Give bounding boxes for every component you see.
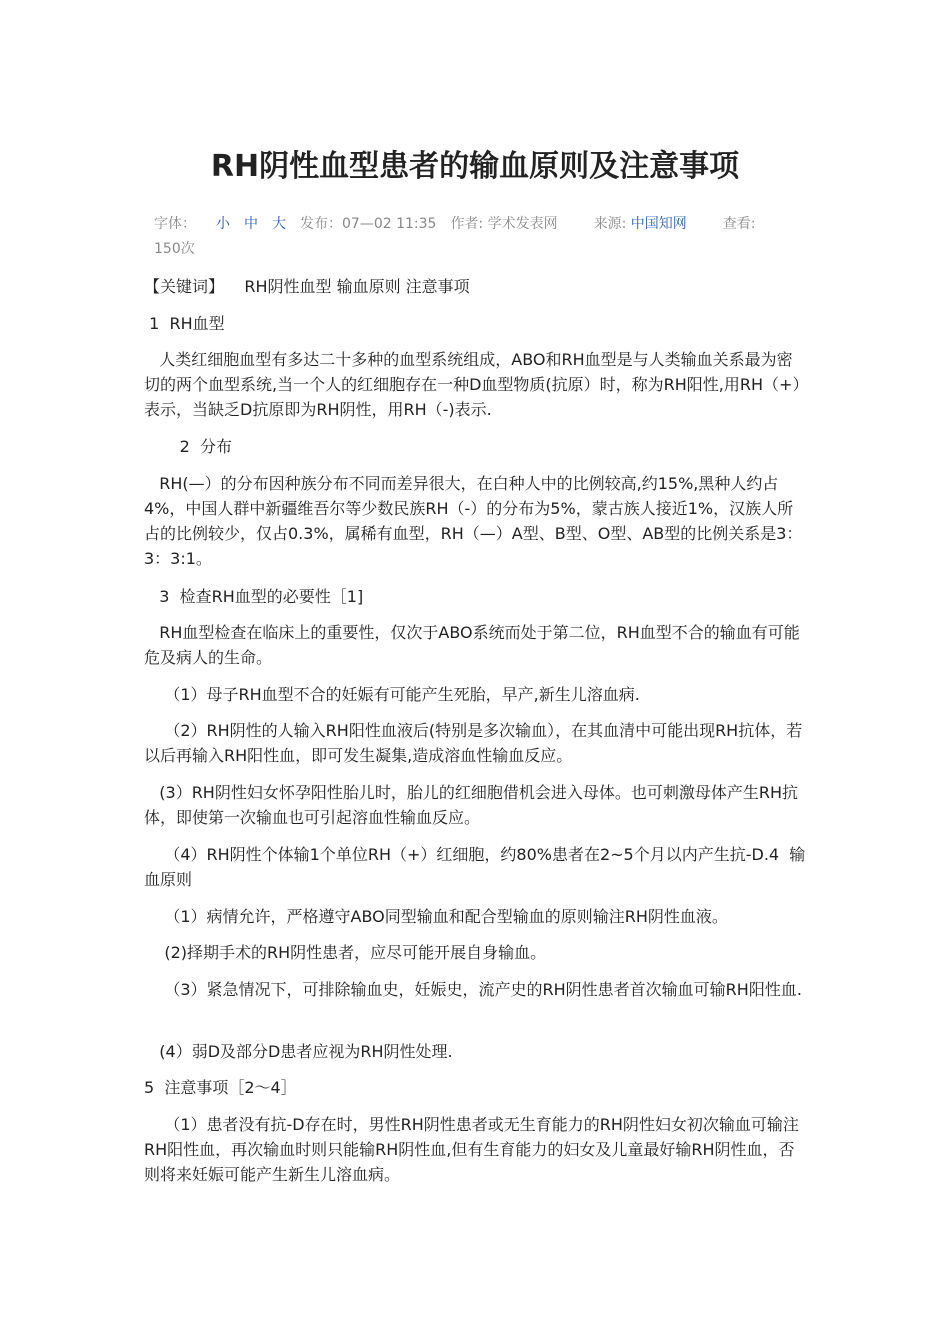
views-label: 查看: <box>722 216 756 232</box>
section-heading-precautions: 5 注意事项［2～4］ <box>144 1078 297 1097</box>
article-title: RH阴性血型患者的输血原则及注意事项 <box>210 149 740 184</box>
source-link[interactable]: 中国知网 <box>630 216 687 232</box>
list-item-necessity-3: (3）RH阴性妇女怀孕阳性胎儿时，胎儿的红细胞借机会进入母体。也可刺激母体产生RH抗体，即使第一次输血也可引起溶血性输血反应。 <box>144 783 798 827</box>
section-heading-rh-blood-type: 1 RH血型 <box>144 314 225 333</box>
list-item-necessity-4: （4）RH阴性个体输1个单位RH（+）红细胞，约80%患者在2~5个月以内产生抗-D.4 输血原则 <box>144 845 806 889</box>
list-item-principle-2: (2)择期手术的RH阴性患者，应尽可能开展自身输血。 <box>144 943 547 962</box>
source-label: 来源: <box>593 216 627 232</box>
font-size-label: 字体： <box>154 216 196 232</box>
paragraph-necessity: RH血型检查在临床上的重要性，仅次于ABO系统而处于第二位，RH血型不合的输血有可能危及病人的生命。 <box>144 623 800 667</box>
section-heading-necessity: 3 检查RH血型的必要性［1] <box>144 587 364 606</box>
keywords-line: 【关键词】 RH阴性血型 输血原则 注意事项 <box>144 277 470 296</box>
list-item-principle-3: （3）紧急情况下，可排除输血史，妊娠史，流产史的RH阴性患者首次输血可输RH阳性血. <box>144 980 802 999</box>
list-item-principle-1: （1）病情允许，严格遵守ABO同型输血和配合型输血的原则输注RH阴性血液。 <box>144 907 728 926</box>
font-size-small-link[interactable]: 小 <box>216 216 230 232</box>
font-size-large-link[interactable]: 大 <box>272 216 286 232</box>
paragraph-rh-definition: 人类红细胞血型有多达二十多种的血型系统组成，ABO和RH血型是与人类输血关系最为密切的两个血型系统,当一个人的红细胞存在一种D血型物质(抗原）时，称为RH阳性,用RH（+）表示，当缺乏D抗原即为RH阴性，用RH（-)表示. <box>144 350 801 419</box>
author-name: 学术发表网 <box>487 216 558 232</box>
list-item-necessity-1: （1）母子RH血型不合的妊娠有可能产生死胎，早产,新生儿溶血病. <box>144 685 640 704</box>
paragraph-distribution: RH(—）的分布因种族分布不同而差异很大，在白种人中的比例较高,约15%,黑种人约占4%，中国人群中新疆维吾尔等少数民族RH（-）的分布为5%，蒙古族人接近1%，汉族人所占的比例较少，仅占0.3%，属稀有血型，RH（—）A型、B型、O型、AB型的比例关系是3：3：3:1。 <box>144 474 803 568</box>
article-meta-bar <box>154 212 794 262</box>
views-count: 150次 <box>154 241 195 257</box>
font-size-medium-link[interactable]: 中 <box>244 216 258 232</box>
list-item-necessity-2: （2）RH阴性的人输入RH阳性血液后(特别是多次输血），在其血清中可能出现RH抗体，若以后再输入RH阳性血，即可发生凝集,造成溶血性输血反应。 <box>144 721 803 765</box>
list-item-precaution-1: （1）患者没有抗-D存在时，男性RH阴性患者或无生育能力的RH阴性妇女初次输血可输注RH阳性血，再次输血时则只能输RH阴性血,但有生育能力的妇女及儿童最好输RH阴性血，否则将来妊娠可能产生新生儿溶血病。 <box>144 1115 799 1184</box>
list-item-principle-4: (4）弱D及部分D患者应视为RH阴性处理. <box>144 1042 453 1061</box>
publish-time: 07—02 11:35 <box>342 216 437 232</box>
author-label: 作者: <box>450 216 484 232</box>
publish-label: 发布： <box>300 216 342 232</box>
section-heading-distribution: 2 分布 <box>144 437 232 456</box>
